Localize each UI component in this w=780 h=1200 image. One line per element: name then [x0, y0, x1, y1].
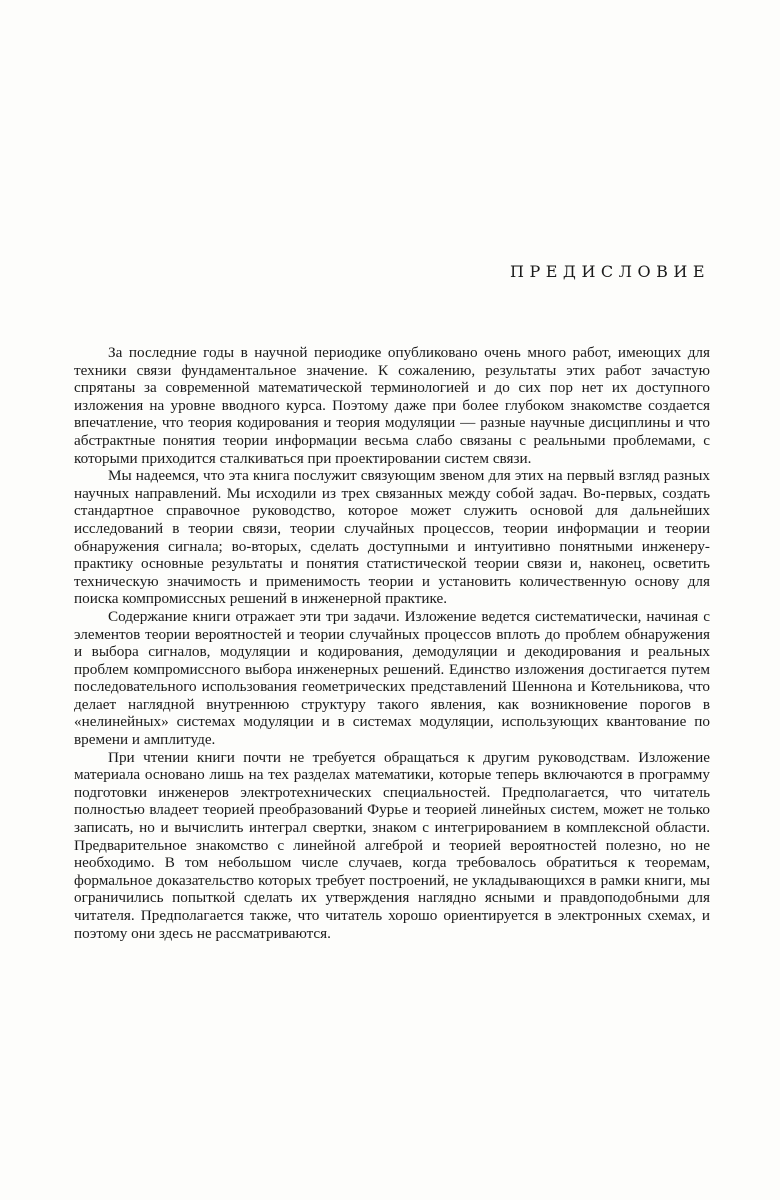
paragraph-2: Мы надеемся, что эта книга послужит связующим звеном для этих на первый взгляд разных научных направлений. Мы исходили из трех связанных между собой задач. Во-первых, создать стандартное справочное руководство, которое может служить основой для дальнейших исследований в теории связи, теории случайных процессов, теории информации и теории обнаружения сигнала; во-вторых, сделать доступными и интуитивно понятными инженеру-практику основные результаты и понятия статистической теории связи и, наконец, осветить техническую значимость и применимость теории и установить количественную основу для поиска компромиссных решений в инженерной практике. — [74, 467, 710, 608]
preface-body — [74, 344, 710, 942]
paragraph-3: Содержание книги отражает эти три задачи. Изложение ведется систематически, начиная с элементов теории вероятностей и теории случайных процессов вплоть до проблем обнаружения и выбора сигналов, модуляции и кодирования, демодуляции и декодирования и реальных проблем компромиссного выбора инженерных решений. Единство изложения достигается путем последовательного использования геометрических представлений Шеннона и Котельникова, что делает наглядной внутреннюю структуру такого явления, как возникновение порогов в «нелинейных» системах модуляции и в системах модуляции, использующих квантование по времени и амплитуде. — [74, 607, 710, 749]
paragraph-1: За последние годы в научной периодике опубликовано очень много работ, имеющих для техники связи фундаментальное значение. К сожалению, результаты этих работ зачастую спрятаны за современной математической терминологией и до сих пор нет их доступного изложения на уровне вводного курса. Поэтому даже при более глубоком знакомстве создается впечатление, что теория кодирования и теория модуляции — разные научные дисциплины и что абстрактные понятия теории информации весьма слабо связаны с реальными проблемами, с которыми приходится сталкиваться при проектировании систем связи. — [74, 344, 710, 467]
paragraph-4: При чтении книги почти не требуется обращаться к другим руководствам. Изложение материала основано лишь на тех разделах математики, которые теперь включаются в программу подготовки инженеров электротехнических специальностей. Предполагается, что читатель полностью владеет теорией преобразований Фурье и теорией линейных систем, может не только записать, но и вычислить интеграл свертки, знаком с интегрированием в комплексной области. Предварительное знакомство с линейной алгеброй и теорией вероятностей полезно, но не необходимо. В том небольшом числе случаев, когда требовалось обратиться к теоремам, формальное доказательство которых требует построений, не укладывающихся в рамки книги, мы ограничились попыткой сделать их утверждения наглядно ясными и правдоподобными для читателя. Предполагается также, что читатель хорошо ориентируется в электронных схемах, и поэтому они здесь не рассматриваются. — [74, 748, 710, 942]
preface-heading: ПРЕДИСЛОВИЕ — [510, 262, 710, 281]
